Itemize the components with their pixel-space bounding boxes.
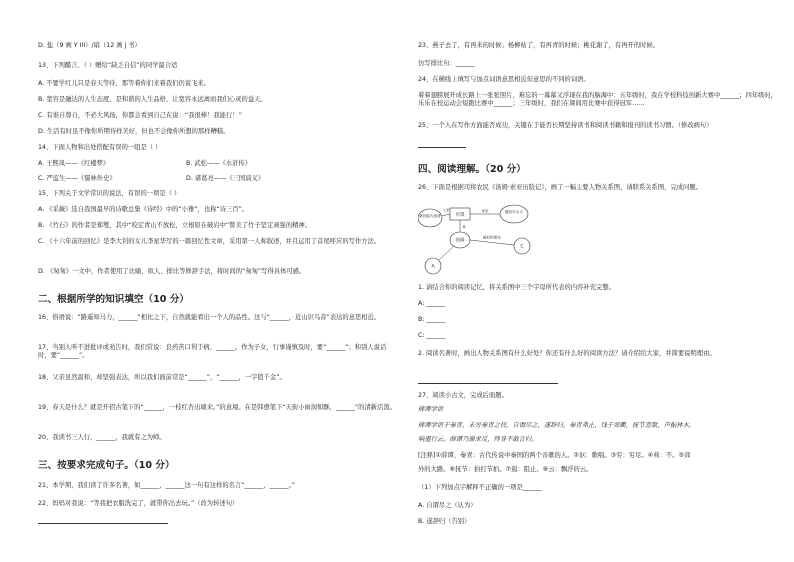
q17: 17、当别人听不进批评或劝告时，我们常说：良药苦口利于病，______。作为子女，行事谨慎及时，要“______”；和别人说话时，要“______”。 — [38, 344, 387, 359]
link-tom-c — [470, 240, 514, 245]
q25-answer-line[interactable] — [418, 140, 466, 148]
answer-c[interactable]: C: ______ — [418, 332, 446, 339]
answer-b[interactable]: B: ______ — [418, 316, 446, 323]
section-3-title: 三、按要求完成句子。（10 分） — [38, 460, 175, 471]
q18: 18、父亲虽然温和，却坚强表达，所以我们面前常是“______”，“______，一字值千金”。 — [38, 374, 286, 381]
q25: 25、一个人在写作方面能否成功，关键在于能否长期坚持读书和阅读书籍和报刊的读书习惯。（修改病句） — [418, 122, 713, 129]
note-line-1: [注释]①薛谭、秦青：古代传说中秦国的两个善歌的人。②讴：歌唱。③穷：穷尽。④弗：不。⑤郊 — [418, 452, 691, 459]
q14-stem: 14、下面人物和出处搭配有误的一组是（ ） — [38, 144, 162, 151]
link-left-betty — [442, 214, 450, 216]
q24-stem: 24、在横线上填写与加点词语意思相近但意思的不同的词语。 — [418, 76, 590, 83]
q27-1: （1）下列加点字解释不正确的一项是______ — [418, 484, 542, 491]
q13-option-d: D. 生活有时虽不像你所期待样美好，但也不会像你所想的那样糟糕。 — [38, 128, 230, 135]
q22-answer-line[interactable] — [38, 516, 168, 524]
q15-option-c: C. 《十六年前的回忆》是李大钊的女儿李星华写的一篇回忆性文章，采用第一人称叙述，并且运用了首尾呼应的写作方法。 — [38, 238, 381, 245]
q22: 22、妈妈对我说：“等我把衣服洗完了，就带你出去玩。”（改为转述句） — [38, 500, 239, 507]
character-relationship-diagram — [418, 200, 548, 280]
node-label-mrs: 撒切尔太太 — [505, 210, 523, 214]
section-4-title: 四、阅读理解。（20 分） — [418, 164, 526, 175]
q27-1-option-b[interactable]: B. 遂辞归（告别） — [418, 518, 471, 525]
q24-passage: 着着翅膀展开成长路上一张张照片，难忘的一幕幕又浮现在我的脑海中：五年级时，我在学校科技创新大赛中______；四年级时，乐乐在校运动会短跑比赛中______；三年级时，我们在课间用比赛中获得冠军…… — [418, 92, 777, 107]
q26-2: 2. 阅读名著时，画出人物关系图有什么好处？你还有什么好的阅读方法？请介绍给大家，并简要说明理由。 — [418, 350, 716, 357]
q14-option-b: B. 武松——《水浒传》 — [186, 160, 251, 167]
link-label-best-friend: 最好的朋友 — [483, 235, 501, 240]
q21: 21、本学期，我们读了许多名著，如______，______这一句有这样的名言“______，______。” — [38, 482, 295, 489]
right-column — [418, 0, 778, 562]
node-label-tom: 汤姆 — [455, 238, 465, 244]
node-ellipse-mrs — [500, 205, 528, 223]
q16: 16、俗语说：“路遥知马力，______”相比之下，自然就能看出一个人的品性。这与“______，近山识鸟音”表达的意思相近。 — [38, 314, 381, 321]
node-ellipse-left — [418, 209, 442, 227]
q15-stem: 15、下列关于文学常识的说法，有误的一项是（ ） — [38, 190, 181, 197]
q20: 20、我读书三人行，______，我就有之为师。 — [38, 434, 166, 441]
answer-a[interactable]: A: ______ — [418, 300, 446, 307]
q23: 23、燕子去了，有再来的时候；杨柳枯了，有再青的时候；桃花谢了，有再开的时候。 — [418, 42, 659, 49]
node-label-betty: 贝琪 — [455, 213, 465, 218]
left-column — [38, 0, 398, 562]
q26-stem: 26、下面是根据司将农民《汤姆·索亚历险记》，画了一幅主要人物关系图，请联系关系图，完成问题。 — [418, 184, 702, 191]
link-label-father: 父亲 — [442, 208, 450, 212]
q14-option-c: C. 严监生——《儒林外史》 — [38, 175, 116, 182]
q15-option-d: D. 《匆匆》一文中，作者使用了比喻、拟人、排比等修辞手法，将时间的“匆匆”写得具体可感。 — [38, 268, 306, 275]
q27-stem: 27、阅读小古文，完成后面题。 — [418, 392, 508, 399]
q13-option-a: A. 不要学红儿只是春天等待，那等着你们来着我们仍说飞来。 — [38, 80, 210, 87]
poem-line-1: 薛谭学讴于秦青，未穷秦青之技，自谓尽之，遂辞归。秦青弗止，饯于郊衢，抚节悲歌，声振林木， — [418, 422, 696, 429]
q23-answer[interactable]: 仿写排比句：______ — [418, 60, 475, 67]
link-tom-a — [439, 246, 454, 260]
q19: 19、春天是什么？就是开招古笔下的“______，一枝红杏出墙来。”的意境。在是韩愈笔下“天街小雨润如酥，______”的清新活泼。 — [38, 404, 396, 411]
q12-option-d: D. 盐（9 画 Y III）/扇（12 画 j 书） — [38, 42, 141, 49]
q13-option-b: B. 宽容是融达的人生态度，是和谐的人生品格，让宽容永远离而我们心灵的益天。 — [38, 96, 267, 103]
node-label-a: A — [431, 264, 435, 270]
poem-title: 薛谭学讴 — [418, 406, 444, 413]
node-label-c: C — [520, 244, 524, 250]
note-line-2: 外的大路。⑥抚节：拍打节拍。⑦遏：阻止。⑧云：飘浮的云。 — [418, 466, 593, 473]
link-label-mother: 母亲 — [481, 209, 489, 213]
q14-option-d: D. 诸葛亮——《三国演义》 — [186, 175, 265, 182]
q13-stem: 13、下列醋言、（ ）赠给“缺乏自信”的同学最合适 — [38, 62, 178, 69]
node-label-left: 最后能大战者 — [419, 214, 441, 218]
q15-option-a: A. 《采薇》选自我国最早的诗歌总集《诗经》中的“小雅”，也称“诗三百”。 — [38, 206, 249, 213]
link-label-b: B — [463, 224, 466, 229]
q15-option-b: B. 《竹石》的作者是郑燮，其中“咬定青山不放松，立根原在破岩中”赞美了竹子坚定顽强的精神。 — [38, 222, 312, 229]
poem-line-2: 响遏行云。薛谭乃谢求反，终身不敢言归。 — [418, 436, 538, 443]
q14-option-a: A. 王熙凤——《红楼梦》 — [38, 160, 110, 167]
q13-option-c: C. 有谁自尊自，不必大风扬，你都会看到自己在说：“我很棒！我能行！” — [38, 112, 242, 119]
q26-2-answer-line[interactable] — [418, 376, 558, 384]
q27-1-option-a[interactable]: A. 自谓尽之（认为） — [418, 502, 477, 509]
section-2-title: 二、根据所学的知识填空（10 分） — [38, 294, 190, 305]
q26-1: 1. 请结合你的阅读记忆，将关系图中三个字母所代表的内容补充完整。 — [418, 284, 615, 291]
